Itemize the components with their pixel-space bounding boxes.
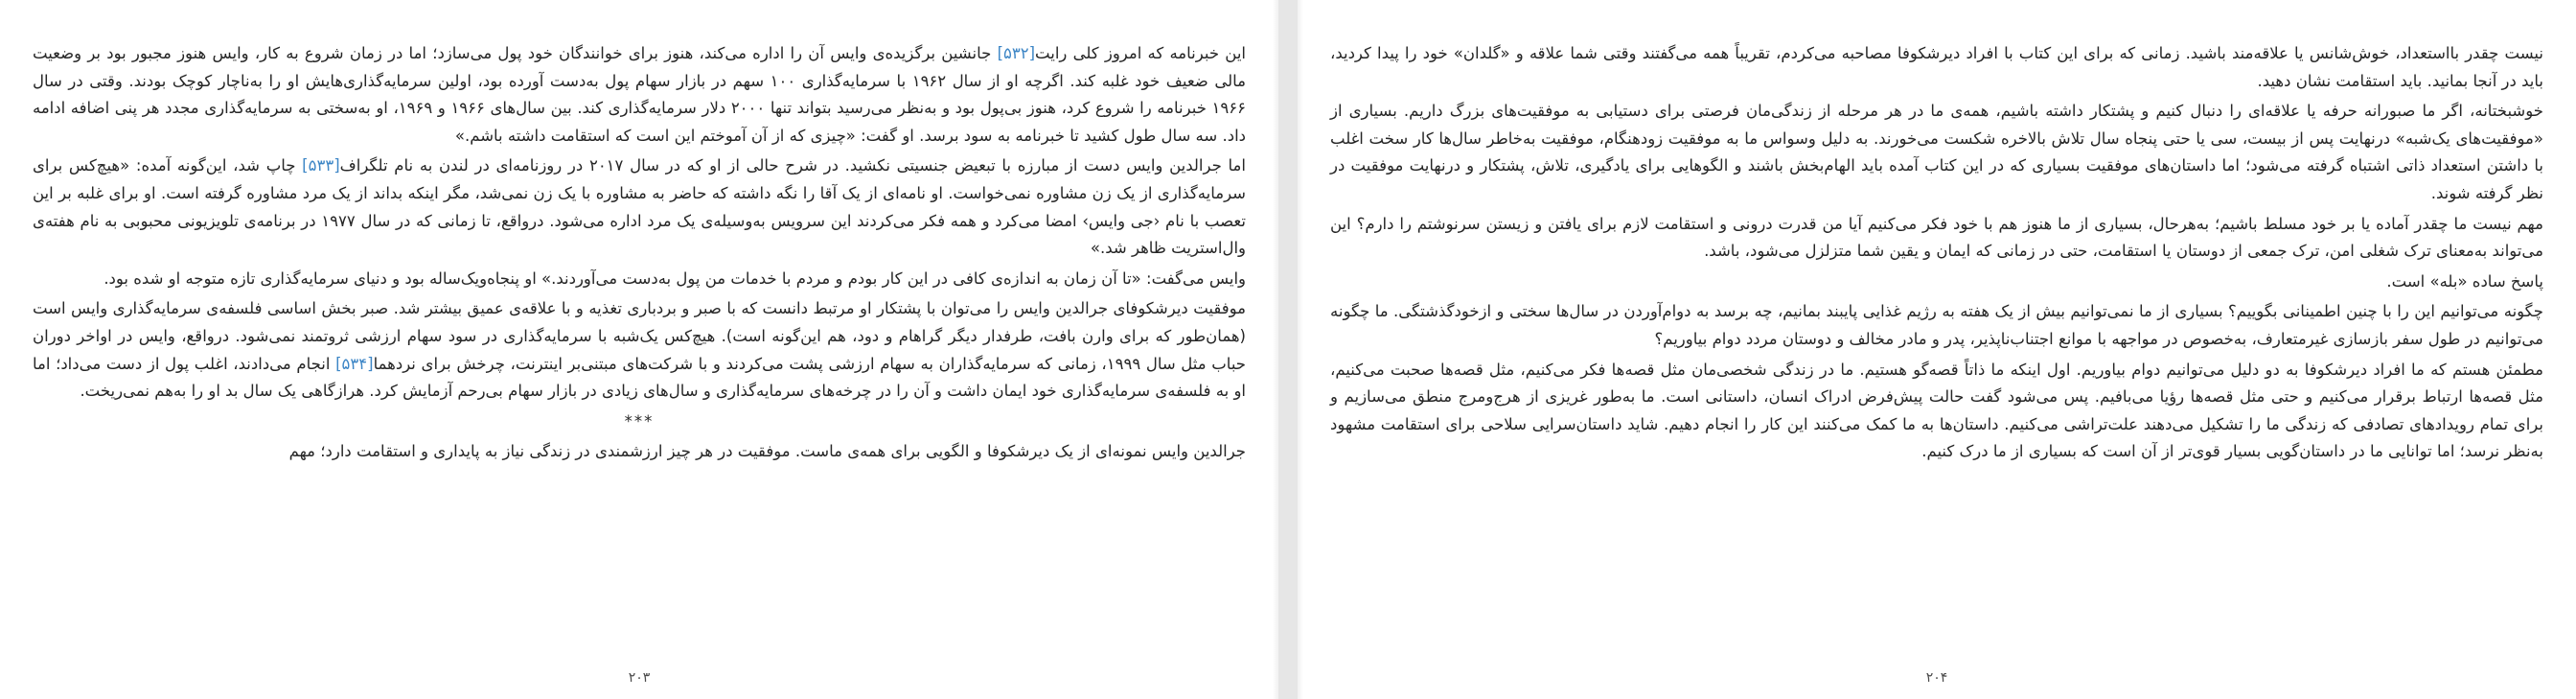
paragraph-text: موفقیت دیرشکوفای جرالدین وایس را می‌توان با پشتکار او مرتبط دانست که با صبر و بردباری تغذیه و با علاقه‌ی عمیق بیشتر شد. صبر بخش اساسی فلسفه‌ی سرمایه‌گذاری وایس است (همان‌طور که برای وارن بافت، طرفدار دیگر گراهام و دود، هم این‌گونه است). هیچ‌کس یک‌شبه با سرمایه‌گذاری در سود سهام ارزشی ثروتمند نمی‌شود. درواقع، وایس در اواخر دوران حباب مثل سال ۱۹۹۹، زمانی که سرمایه‌گذاران به سهام ارزشی پشت می‌کردند و با شرکت‌های مبتنی‌بر اینترنت، چرخش برای نردهما — [33, 299, 1246, 373]
paragraph: پاسخ ساده «بله» است. — [2386, 271, 2543, 291]
paragraph — [33, 295, 1246, 405]
paragraph-text: انجام می‌دادند، اغلب پول از دست می‌داد؛ اما او به فلسفه‌ی سرمایه‌گذاری خود ایمان داشت و آن را در چرخه‌های سرمایه‌گذاری و سال‌های زیادی در بازار سهام بی‌رحم آزمایش کرد. هرازگاهی یک سال بد او را به‌هم نمی‌ریخت. — [33, 354, 1246, 401]
paragraph: خوشبختانه، اگر ما صبورانه حرفه یا علاقه‌ای را دنبال کنیم و پشتکار داشته باشیم، همه‌ی ما در هر مرحله از زندگی‌مان فرصتی برای دستیابی به موفقیت‌های بزرگ داریم. بسیاری از «موفقیت‌های یک‌شبه» درنهایت پس از بیست، سی یا حتی پنجاه سال تلاش بالاخره شکست می‌خورند. به دلیل وسواس ما به موفقیت زودهنگام، موفقیت به‌خاطر سال‌ها کار سخت اغلب با داشتن استعداد ذاتی اشتباه گرفته می‌شود؛ اما داستان‌های موفقیت بسیاری که در این کتاب آمده باید الهام‌بخش باشند و الگوهایی برای یادگیری، تلاش، پشتکار و درنهایت موفقیت در نظر گرفته شوند. — [1330, 102, 2543, 202]
paragraph-text: این خبرنامه که امروز کلی رایت — [1035, 44, 1246, 62]
paragraph: وایس می‌گفت: «تا آن زمان به اندازه‌ی کافی در این کار بودم و مردم با خدمات من پول به‌دست می‌آوردند.» او پنجاه‌ویک‌ساله بود و دنیای سرمایه‌گذاری تازه متوجه او شده بود. — [104, 268, 1246, 288]
right-page-text — [1330, 40, 2543, 469]
paragraph: نیست چقدر بااستعداد، خوش‌شانس یا علاقه‌مند باشید. زمانی که برای این کتاب با افراد دیرشکوفا مصاحبه می‌کردم، تقریباً همه می‌گفتند وقتی شما علاقه و «گلدان» خود را پیدا کردید، باید در آنجا بمانید. باید استقامت نشان دهید. — [1330, 44, 2543, 90]
paragraph-text: چاپ شد، این‌گونه آمده: «هیچ‌کس برای سرمایه‌گذاری از یک زن مشاوره نمی‌خواست. او نامه‌ای از یک آقا را نگه داشته که حاضر به مشاوره با یک زن نمی‌شد، مگر اینکه بداند از یک مرد مشاوره گرفته است. او برای غلبه بر این تعصب با نام ‹جی وایس› امضا می‌کرد و همه فکر می‌کردند این سرویس به‌وسیله‌ی یک مرد اداره می‌شود. درواقع، تا زمانی که در سال ۱۹۷۷ در برنامه‌ی تلویزیونی محبوبی به نام هفته‌ی وال‌استریت ظاهر شد.» — [33, 156, 1246, 258]
paragraph — [33, 152, 1246, 262]
footnote-link[interactable]: [۵۳۲] — [997, 44, 1036, 62]
paragraph: مهم نیست ما چقدر آماده یا بر خود مسلط باشیم؛ به‌هرحال، بسیاری از ما هنوز هم با خود فکر می‌کنیم آیا من قدرت درونی و استقامت لازم برای یافتن و زیستن سرنوشتم را دارم؟ این می‌تواند به‌معنای ترک شغلی امن، ترک جمعی از دوستان یا استقامت، حتی در زمانی که ایمان و یقین شما متزلزل می‌شود، باشد. — [1330, 214, 2543, 261]
footnote-link[interactable]: [۵۳۳] — [302, 156, 340, 175]
right-page — [1298, 0, 2576, 699]
left-page — [0, 0, 1278, 699]
page-number: ۲۰۴ — [1925, 670, 1948, 686]
paragraph-text: اما جرالدین وایس دست از مبارزه با تبعیض جنسیتی نکشید. در شرح حالی از او که در سال ۲۰۱۷ در روزنامه‌ای در لندن به نام تلگراف — [339, 156, 1246, 175]
paragraph: جرالدین وایس نمونه‌ای از یک دیرشکوفا و الگویی برای همه‌ی ماست. موفقیت در هر چیز ارزشمندی در زندگی نیاز به پایداری و استقامت دارد؛ مهم — [288, 442, 1246, 461]
page-gutter-shadow — [1273, 0, 1278, 699]
paragraph: مطمئن هستم که ما افراد دیرشکوفا به دو دلیل می‌توانیم دوام بیاوریم. اول اینکه ما ذاتاً قصه‌گو هستیم. ما در زندگی شخصی‌مان مثل قصه‌ها فکر می‌کنیم، مثل قصه‌ها صحبت می‌کنیم، مثل قصه‌ها ارتباط برقرار می‌کنیم و حتی مثل قصه‌ها رؤیا می‌بافیم. پس می‌شود گفت حالت پیش‌فرض ادراک انسان، داستانی است. ما به‌طور غریزی از هرج‌ومرج منطق می‌سازیم و برای تمام رویدادهای تصادفی که زندگی ما را تشکیل می‌دهند علت‌تراشی می‌کنیم. داستان‌ها به ما کمک می‌کنند این کار را انجام دهیم. شاید داستان‌سرایی سلاحی برای استقامت مشهود به‌نظر نرسد؛ اما توانایی ما در داستان‌گویی بسیار قوی‌تر از آن است که بسیاری از ما درک کنیم. — [1330, 360, 2543, 461]
paragraph — [33, 40, 1246, 150]
page-gutter-shadow — [1298, 0, 1303, 699]
left-page-text — [33, 40, 1246, 469]
section-separator: *** — [624, 411, 655, 431]
page-number: ۲۰۳ — [628, 670, 651, 686]
footnote-link[interactable]: [۵۳۴] — [335, 354, 374, 373]
paragraph: چگونه می‌توانیم این را با چنین اطمینانی بگوییم؟ بسیاری از ما نمی‌توانیم بیش از یک هفته به رژیم غذایی پایبند بمانیم، چه برسد به دوام‌آوردن در سال‌ها سختی و ازخودگذشتگی. ما چگونه می‌توانیم در طول سفر بازسازی غیرمتعارف، به‌خصوص در مواجهه با موانع اجتناب‌ناپذیر، پدر و مادر مخالف و دوستان مردد دوام بیاوریم؟ — [1330, 302, 2543, 348]
paragraph-text: جانشین برگزیده‌ی وایس آن را اداره می‌کند، هنوز برای خوانندگان خود پول می‌سازد؛ اما در زمان شروع به کار، وایس هنوز مجبور بود بر وضعیت مالی ضعیف خود غلبه کند. اگرچه او از سال ۱۹۶۲ با سرمایه‌گذاری ۱۰۰ سهم در بازار سهام پول به‌دست آورده بود، اولین سرمایه‌گذاری‌هایش او را به‌ناچار کوچک بودند. وقتی در سال ۱۹۶۶ خبرنامه را شروع کرد، هنوز بی‌پول بود و به‌نظر می‌رسید بتواند تنها ۲۰۰۰ دلار سرمایه‌گذاری کند. بین سال‌های ۱۹۶۶ و ۱۹۶۹، او به‌سختی به سرمایه‌گذاری مجدد هر پنی اضافه ادامه داد. سه سال طول کشید تا خبرنامه به سود برسد. او گفت: «چیزی که از آن آموختم این است که استقامت داشته باشم.» — [33, 44, 1246, 145]
